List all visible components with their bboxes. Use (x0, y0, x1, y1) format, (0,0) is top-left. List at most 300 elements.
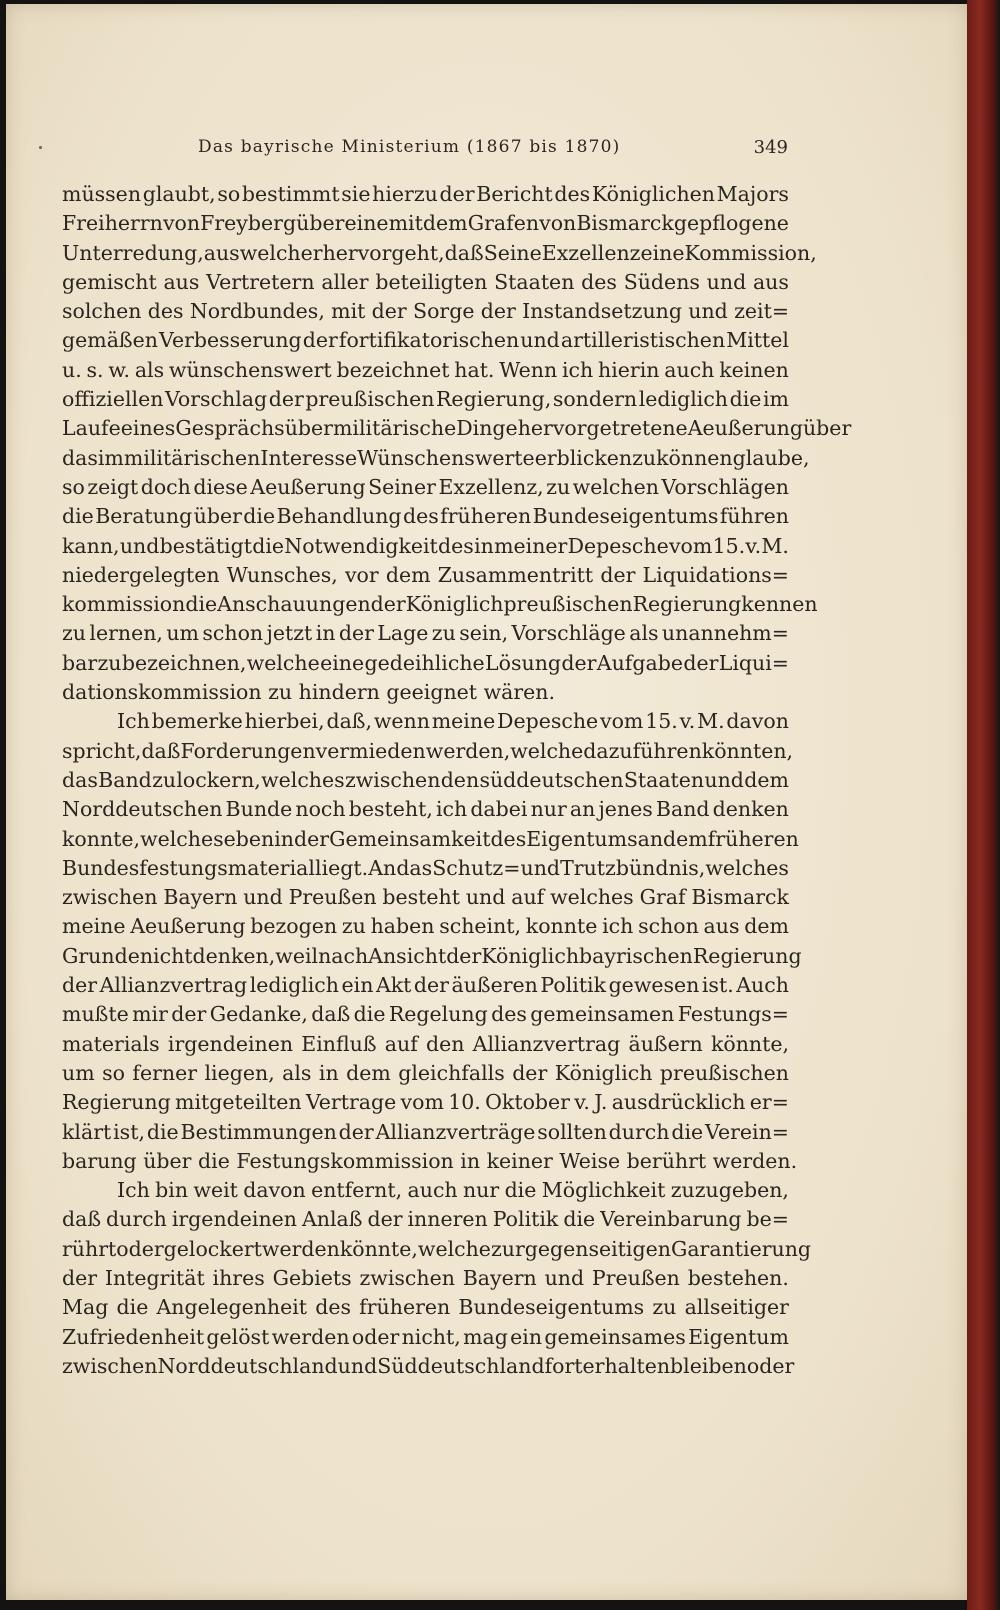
word: Freyberg (200, 211, 297, 236)
text-line (62, 1176, 789, 1205)
word: Unterredung, (62, 240, 204, 265)
word: Bestimmungen (180, 1119, 337, 1144)
word: Bismarck (576, 211, 674, 236)
word: lernen, (89, 621, 163, 646)
word: Staaten (494, 269, 575, 294)
word: Vorschläge (511, 621, 626, 646)
word: davon (726, 709, 789, 734)
word: welches (705, 855, 789, 880)
word: diese (193, 474, 248, 499)
word: daß (62, 1207, 102, 1232)
word: dem (663, 826, 708, 851)
word: Regierung, (436, 387, 552, 412)
word: der (512, 1060, 548, 1085)
word: müssen (62, 182, 142, 206)
word: jenes (598, 797, 653, 822)
word: Kommission, (684, 240, 817, 265)
text-line (62, 1118, 789, 1147)
word: über (284, 416, 333, 441)
word: äußeren (451, 973, 538, 998)
word: werden, (425, 738, 511, 763)
word: Ansicht (368, 943, 447, 968)
word: artilleristischen (560, 328, 726, 353)
word: bezeichnet (336, 357, 450, 382)
word: bayrischen (579, 943, 693, 968)
word: Norddeutschen (62, 797, 223, 822)
word: eben (223, 826, 275, 851)
word: die (185, 592, 218, 617)
word: glaubt, (142, 182, 216, 206)
word: gelöst (206, 1324, 270, 1349)
word: die (62, 504, 94, 529)
text-line (62, 297, 789, 326)
word: mag (463, 1324, 508, 1349)
word: er= (749, 1090, 789, 1115)
word: nicht (139, 943, 193, 968)
word: Bundeseigentums (458, 1295, 645, 1320)
word: barung (62, 1148, 137, 1173)
word: Anschauungen (217, 592, 371, 617)
word: zeit= (734, 299, 789, 324)
word: dem (346, 1060, 391, 1085)
word: und (520, 328, 560, 353)
text-line (62, 854, 789, 883)
word: Gemeinsamkeit (329, 826, 491, 851)
word: solchen (62, 299, 142, 324)
word: der (683, 650, 719, 675)
word: zwischen (62, 885, 158, 910)
word: irgendeinen (167, 1031, 294, 1056)
word: auf (384, 1031, 418, 1056)
word: den (440, 767, 480, 792)
word: Wenn (499, 357, 558, 382)
word: eine (320, 650, 365, 675)
word: weil (275, 943, 319, 968)
word: hervorgetretene (517, 416, 688, 441)
word: dazu (583, 738, 633, 763)
word: Vereinbarung (600, 1207, 742, 1232)
word: aus (752, 269, 789, 294)
word: die (504, 1178, 537, 1203)
word: Wünschenswerte (357, 445, 535, 470)
word: Schutz= (432, 855, 521, 880)
word: daß (311, 1002, 351, 1027)
word: von (162, 211, 201, 236)
text-line (62, 883, 789, 912)
word: Festungs= (677, 1002, 789, 1027)
text-line (62, 1000, 789, 1029)
word: werden. (712, 1148, 798, 1173)
word: Grunde (62, 943, 140, 968)
word: und (337, 1353, 378, 1378)
word: mußte (62, 1002, 129, 1027)
word: militärische (332, 416, 457, 441)
word: der (367, 1207, 403, 1232)
word: lediglich (638, 387, 729, 412)
word: Integrität (104, 1265, 205, 1290)
text-line (62, 942, 802, 971)
word: Grafen (467, 211, 540, 236)
page-number: 349 (753, 137, 788, 158)
word: zu (632, 445, 657, 470)
text-line (62, 1235, 812, 1264)
text-line (62, 590, 818, 619)
word: sondern (552, 387, 638, 412)
text-line (62, 385, 789, 414)
word: und (704, 767, 744, 792)
word: davon (243, 1178, 306, 1203)
word: Trutzbündnis, (560, 855, 706, 880)
word: früheren (707, 826, 799, 851)
word: Allianzverträge (375, 1119, 536, 1144)
word: zu (652, 1295, 677, 1320)
word: der (302, 328, 338, 353)
word: Akt (375, 973, 412, 998)
word: schon (638, 914, 699, 939)
text-line (62, 473, 789, 502)
word: der (413, 973, 449, 998)
word: führen (719, 504, 789, 529)
word: des (581, 269, 617, 294)
word: Königlichen (591, 182, 715, 206)
word: bemerke (151, 709, 243, 734)
text-line (62, 356, 789, 385)
word: aus (163, 269, 200, 294)
text-line (62, 1205, 789, 1234)
text-line (62, 707, 789, 736)
word: ihres (212, 1265, 265, 1290)
word: ferner (132, 1060, 198, 1085)
word: Möglichkeit (541, 1178, 666, 1203)
word: welches (550, 885, 634, 910)
word: Liquidations= (642, 562, 789, 587)
word: gleichfalls (398, 1060, 505, 1085)
word: v. (679, 709, 696, 734)
word: Seiner (368, 474, 436, 499)
word: denken (712, 797, 789, 822)
word: Bundeseigentums (532, 504, 719, 529)
word: meiner (494, 533, 568, 558)
word: früheren (440, 504, 532, 529)
word: fortifikatorischen (338, 328, 520, 353)
word: Aeußerung (687, 416, 803, 441)
word: wären. (483, 680, 555, 705)
word: gemäßen (62, 328, 158, 353)
text-line (62, 532, 789, 561)
word: in (474, 533, 494, 558)
word: früheren (359, 1295, 451, 1320)
word: so (217, 182, 241, 206)
word: dem (744, 914, 789, 939)
word: und (465, 885, 506, 910)
text-line (62, 326, 789, 355)
word: können (656, 445, 733, 470)
word: zu (268, 680, 293, 705)
text-line (62, 737, 794, 766)
word: daß (141, 738, 181, 763)
text-line (62, 971, 789, 1000)
word: daß (444, 240, 484, 265)
word: die (671, 1119, 704, 1144)
word: preußischen (659, 1060, 789, 1085)
word: Angelegenheit (156, 1295, 308, 1320)
word: schon (202, 621, 264, 646)
word: meine (431, 709, 496, 734)
word: als (134, 357, 165, 382)
word: in (274, 826, 294, 851)
word: in (460, 1148, 481, 1173)
word: die (729, 387, 762, 412)
word: des (554, 182, 591, 206)
word: sein, (459, 621, 509, 646)
word: dem (422, 211, 468, 236)
word: Garantierung (670, 1236, 812, 1261)
word: auch (664, 357, 715, 382)
word: Dinge (456, 416, 518, 441)
word: rührt (62, 1236, 117, 1261)
word: gemeinsames (544, 1324, 686, 1349)
running-title: Das bayrische Ministerium (1867 bis 1870) (198, 137, 621, 157)
word: Depesche (567, 533, 669, 558)
word: gewesen (608, 973, 700, 998)
word: durch (608, 1119, 670, 1144)
word: über (143, 1148, 192, 1173)
word: zwischen (359, 1265, 455, 1290)
word: Mag (62, 1295, 109, 1320)
book-edge (967, 0, 1000, 1610)
word: besteht (382, 885, 460, 910)
word: und (520, 855, 561, 880)
word: bar (62, 650, 98, 675)
word: konnte, (62, 826, 141, 851)
word: oder (746, 1353, 795, 1378)
word: des (315, 1295, 351, 1320)
word: äußern (628, 1031, 703, 1056)
word: Graf (639, 885, 686, 910)
word: bestätigt (159, 533, 252, 558)
word: Königlich (481, 943, 580, 968)
word: dabei (470, 797, 528, 822)
word: beteiligten (375, 269, 488, 294)
word: niedergelegten (62, 562, 220, 587)
word: J. (594, 1090, 608, 1115)
word: unannehm= (661, 621, 789, 646)
word: doch (140, 474, 191, 499)
text-line (62, 1088, 789, 1117)
word: vom (600, 709, 644, 734)
word: klärt (62, 1119, 112, 1144)
word: sie (341, 182, 371, 206)
word: Sorge (413, 299, 475, 324)
word: Auch (736, 973, 789, 998)
text-line (62, 825, 799, 854)
text-line (62, 766, 789, 795)
word: 15. (712, 533, 746, 558)
word: nur (462, 1178, 500, 1203)
word: im (97, 445, 124, 470)
word: werden (271, 1324, 350, 1349)
word: sollten (537, 1119, 607, 1144)
text-line (62, 678, 789, 707)
word: ein (510, 1324, 543, 1349)
word: bestimmt (241, 182, 340, 206)
word: glaube, (732, 445, 810, 470)
word: die (243, 504, 276, 529)
word: Bayern (163, 885, 238, 910)
word: Laufe (62, 416, 121, 441)
word: Politik (492, 1207, 559, 1232)
word: die (198, 1148, 230, 1173)
word: die (563, 1207, 596, 1232)
word: gedeihliche (364, 650, 485, 675)
word: Bunde (225, 797, 293, 822)
word: ein (341, 973, 374, 998)
word: Festungskommission (236, 1148, 454, 1173)
word: Preußen (591, 1265, 680, 1290)
word: nur (530, 797, 567, 822)
word: gemeinsamen (530, 1002, 675, 1027)
word: auch (407, 1178, 458, 1203)
word: bestehen. (687, 1265, 789, 1290)
word: das (396, 855, 433, 880)
word: welchen (572, 474, 659, 499)
word: Freiherrn (62, 211, 163, 236)
word: Bayern (462, 1265, 537, 1290)
word: Preußen (288, 885, 377, 910)
word: liegen, (204, 1060, 275, 1085)
running-header (118, 137, 788, 163)
word: eine (640, 240, 685, 265)
word: zur (490, 1236, 525, 1261)
word: der (338, 621, 374, 646)
word: gemischt (62, 269, 157, 294)
word: Königlich (405, 592, 504, 617)
word: zeigt (87, 474, 139, 499)
word: bleiben (670, 1353, 747, 1378)
word: Regierung (692, 943, 802, 968)
word: Vertrage (305, 1090, 397, 1115)
word: aus (703, 914, 740, 939)
word: hindern (298, 680, 380, 705)
word: Zusammentritt (437, 562, 594, 587)
word: dem (744, 767, 789, 792)
word: welche (510, 738, 584, 763)
word: liegt. (315, 855, 369, 880)
word: und (706, 269, 747, 294)
word: daß, (326, 709, 373, 734)
word: ich (561, 357, 594, 382)
text-line (62, 209, 789, 238)
word: Lage (377, 621, 429, 646)
word: Verein= (705, 1119, 789, 1144)
word: könnte, (710, 1031, 789, 1056)
word: hat. (454, 357, 495, 382)
word: Gesprächs (175, 416, 285, 441)
word: welche (246, 650, 320, 675)
word: Mittel (726, 328, 789, 353)
text-line (62, 795, 789, 824)
word: v. (745, 533, 762, 558)
text-line (62, 268, 789, 297)
word: hierbei, (244, 709, 325, 734)
text-line (62, 502, 789, 531)
word: Interesse (260, 445, 358, 470)
word: Gebiets (272, 1265, 352, 1290)
word: wenn (373, 709, 430, 734)
word: so (62, 474, 85, 499)
word: meine (62, 914, 126, 939)
word: be= (746, 1207, 789, 1232)
text-line (62, 1030, 789, 1059)
word: zu (431, 621, 456, 646)
word: aus (203, 240, 240, 265)
word: auf (511, 885, 545, 910)
word: preußischen (305, 387, 435, 412)
word: welcher (239, 240, 323, 265)
word: ist. (701, 973, 734, 998)
word: zu (341, 914, 366, 939)
word: lockern, (176, 767, 261, 792)
word: bezogen (250, 914, 338, 939)
word: der (370, 592, 406, 617)
word: vor (344, 562, 379, 587)
word: Verbesserung (159, 328, 302, 353)
word: hervorgeht, (322, 240, 445, 265)
word: und (243, 885, 283, 910)
word: zu (97, 650, 122, 675)
word: Band (98, 767, 152, 792)
text-line (62, 619, 789, 648)
word: Politik (540, 973, 607, 998)
word: Instandsetzung (522, 299, 682, 324)
word: das (62, 445, 98, 470)
word: keinen (719, 357, 789, 382)
word: Einfluß (301, 1031, 377, 1056)
word: zuzugeben, (670, 1178, 789, 1203)
word: zu (152, 767, 177, 792)
word: erblicken (534, 445, 633, 470)
word: Aeußerung (250, 474, 366, 499)
word: Depesche (497, 709, 599, 734)
word: Vorschlag (164, 387, 268, 412)
word: M. (697, 709, 725, 734)
word: lediglich (249, 973, 339, 998)
word: Forderungen (180, 738, 316, 763)
word: der (480, 299, 516, 324)
word: Vertretern (206, 269, 315, 294)
text-line (62, 1352, 795, 1381)
word: gelockert (163, 1236, 262, 1261)
word: im (762, 387, 789, 412)
word: Oktober (485, 1090, 570, 1115)
word: führen (632, 738, 702, 763)
word: haben (370, 914, 435, 939)
word: u. (62, 357, 82, 382)
word: 15. (645, 709, 678, 734)
word: der (371, 299, 407, 324)
text-line (62, 414, 852, 443)
word: jetzt (266, 621, 313, 646)
word: und (544, 1265, 585, 1290)
text-line (62, 1147, 798, 1176)
word: die (353, 1002, 386, 1027)
text-line (62, 1264, 789, 1293)
word: Vorschlägen (661, 474, 789, 499)
text-line (62, 649, 789, 678)
word: mir (132, 1002, 168, 1027)
word: Ich (117, 709, 150, 734)
word: Zufriedenheit (62, 1324, 205, 1349)
